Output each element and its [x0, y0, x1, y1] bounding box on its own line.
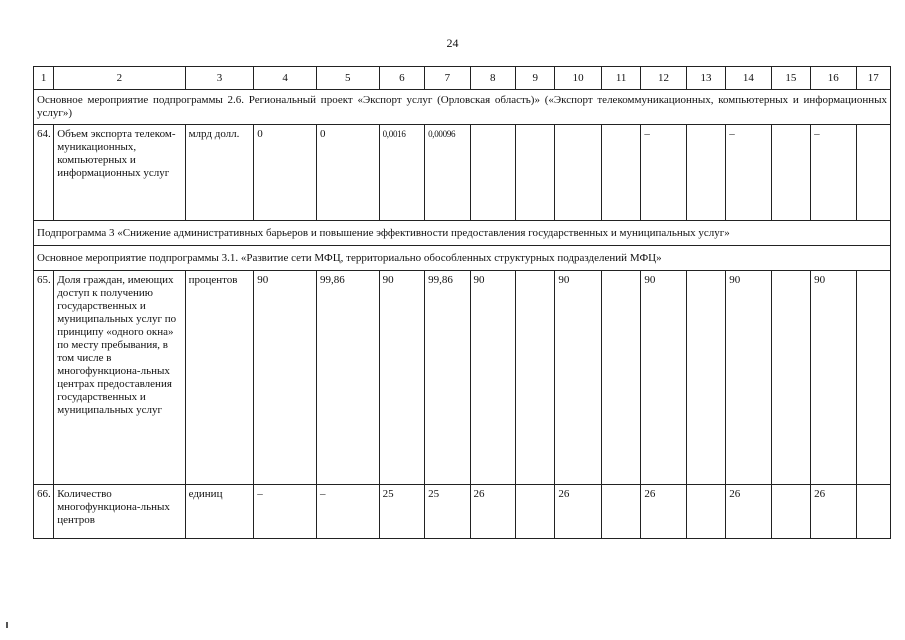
value-cell	[771, 271, 810, 485]
value-cell: 26	[555, 485, 601, 539]
value-cell: 0,0016	[379, 125, 424, 221]
table-row	[34, 271, 891, 485]
value-cell	[856, 271, 890, 485]
column-number: 10	[555, 67, 601, 90]
row-number: 64.	[34, 125, 54, 221]
unit-cell: млрд долл.	[185, 125, 254, 221]
value-cell	[601, 485, 640, 539]
column-number: 6	[379, 67, 424, 90]
value-cell	[516, 125, 555, 221]
value-cell: 26	[470, 485, 515, 539]
value-cell	[856, 125, 890, 221]
column-number: 14	[726, 67, 771, 90]
section-heading: Основное мероприятие подпрограммы 3.1. «Развитие сети МФЦ, территориально обособленных структурных подразделений МФЦ»	[34, 246, 891, 271]
column-number: 3	[185, 67, 254, 90]
indicator-name: Количество многофункциона-льных центров	[54, 485, 185, 539]
value-cell: –	[726, 125, 771, 221]
column-number: 13	[686, 67, 725, 90]
value-cell	[601, 271, 640, 485]
table-row	[34, 125, 891, 221]
indicators-table	[33, 66, 891, 539]
indicator-name: Объем экспорта телеком-муникационных, компьютерных и информационных услуг	[54, 125, 185, 221]
value-cell: 90	[470, 271, 515, 485]
section-row	[34, 221, 891, 246]
value-cell: 90	[555, 271, 601, 485]
column-number: 4	[254, 67, 317, 90]
unit-cell: процентов	[185, 271, 254, 485]
column-number: 8	[470, 67, 515, 90]
section-row	[34, 90, 891, 125]
value-cell	[516, 271, 555, 485]
value-cell: 90	[726, 271, 771, 485]
value-cell	[516, 485, 555, 539]
row-number: 66.	[34, 485, 54, 539]
section-heading: Основное мероприятие подпрограммы 2.6. Региональный проект «Экспорт услуг (Орловская область)» («Экспорт телекоммуникационных, компьютерных и информационных услуг»)	[34, 90, 891, 125]
value-cell: 0,00096	[425, 125, 470, 221]
value-cell: 26	[641, 485, 686, 539]
row-number: 65.	[34, 271, 54, 485]
value-cell: 90	[379, 271, 424, 485]
value-cell	[686, 271, 725, 485]
scan-artifact-mark	[6, 622, 8, 628]
value-cell: 99,86	[316, 271, 379, 485]
column-number: 2	[54, 67, 185, 90]
unit-cell: единиц	[185, 485, 254, 539]
section-row	[34, 246, 891, 271]
value-cell: 0	[254, 125, 317, 221]
value-cell: –	[641, 125, 686, 221]
value-cell	[856, 485, 890, 539]
column-number: 1	[34, 67, 54, 90]
value-cell: –	[811, 125, 856, 221]
column-number-row	[34, 67, 891, 90]
value-cell	[686, 125, 725, 221]
value-cell	[601, 125, 640, 221]
column-number: 9	[516, 67, 555, 90]
value-cell	[771, 125, 810, 221]
value-cell: 0	[316, 125, 379, 221]
value-cell: –	[316, 485, 379, 539]
value-cell: 99,86	[425, 271, 470, 485]
subprogram-heading: Подпрограмма 3 «Снижение административных барьеров и повышение эффективности предоставления государственных и муниципальных услуг»	[34, 221, 891, 246]
value-cell: 25	[379, 485, 424, 539]
column-number: 7	[425, 67, 470, 90]
column-number: 17	[856, 67, 890, 90]
value-cell: 26	[811, 485, 856, 539]
value-cell: 26	[726, 485, 771, 539]
table-row	[34, 485, 891, 539]
page-number: 24	[446, 36, 459, 50]
value-cell: 90	[254, 271, 317, 485]
column-number: 15	[771, 67, 810, 90]
value-cell: 25	[425, 485, 470, 539]
value-cell: 90	[641, 271, 686, 485]
column-number: 11	[601, 67, 640, 90]
column-number: 12	[641, 67, 686, 90]
indicator-name: Доля граждан, имеющих доступ к получению государственных и муниципальных услуг по принципу «одного окна» по месту пребывания, в том числе в многофункциона-льных центрах предоставления государственных и муниципальных услуг	[54, 271, 185, 485]
value-cell	[555, 125, 601, 221]
value-cell	[771, 485, 810, 539]
value-cell	[686, 485, 725, 539]
value-cell	[470, 125, 515, 221]
column-number: 16	[811, 67, 856, 90]
column-number: 5	[316, 67, 379, 90]
value-cell: –	[254, 485, 317, 539]
value-cell: 90	[811, 271, 856, 485]
